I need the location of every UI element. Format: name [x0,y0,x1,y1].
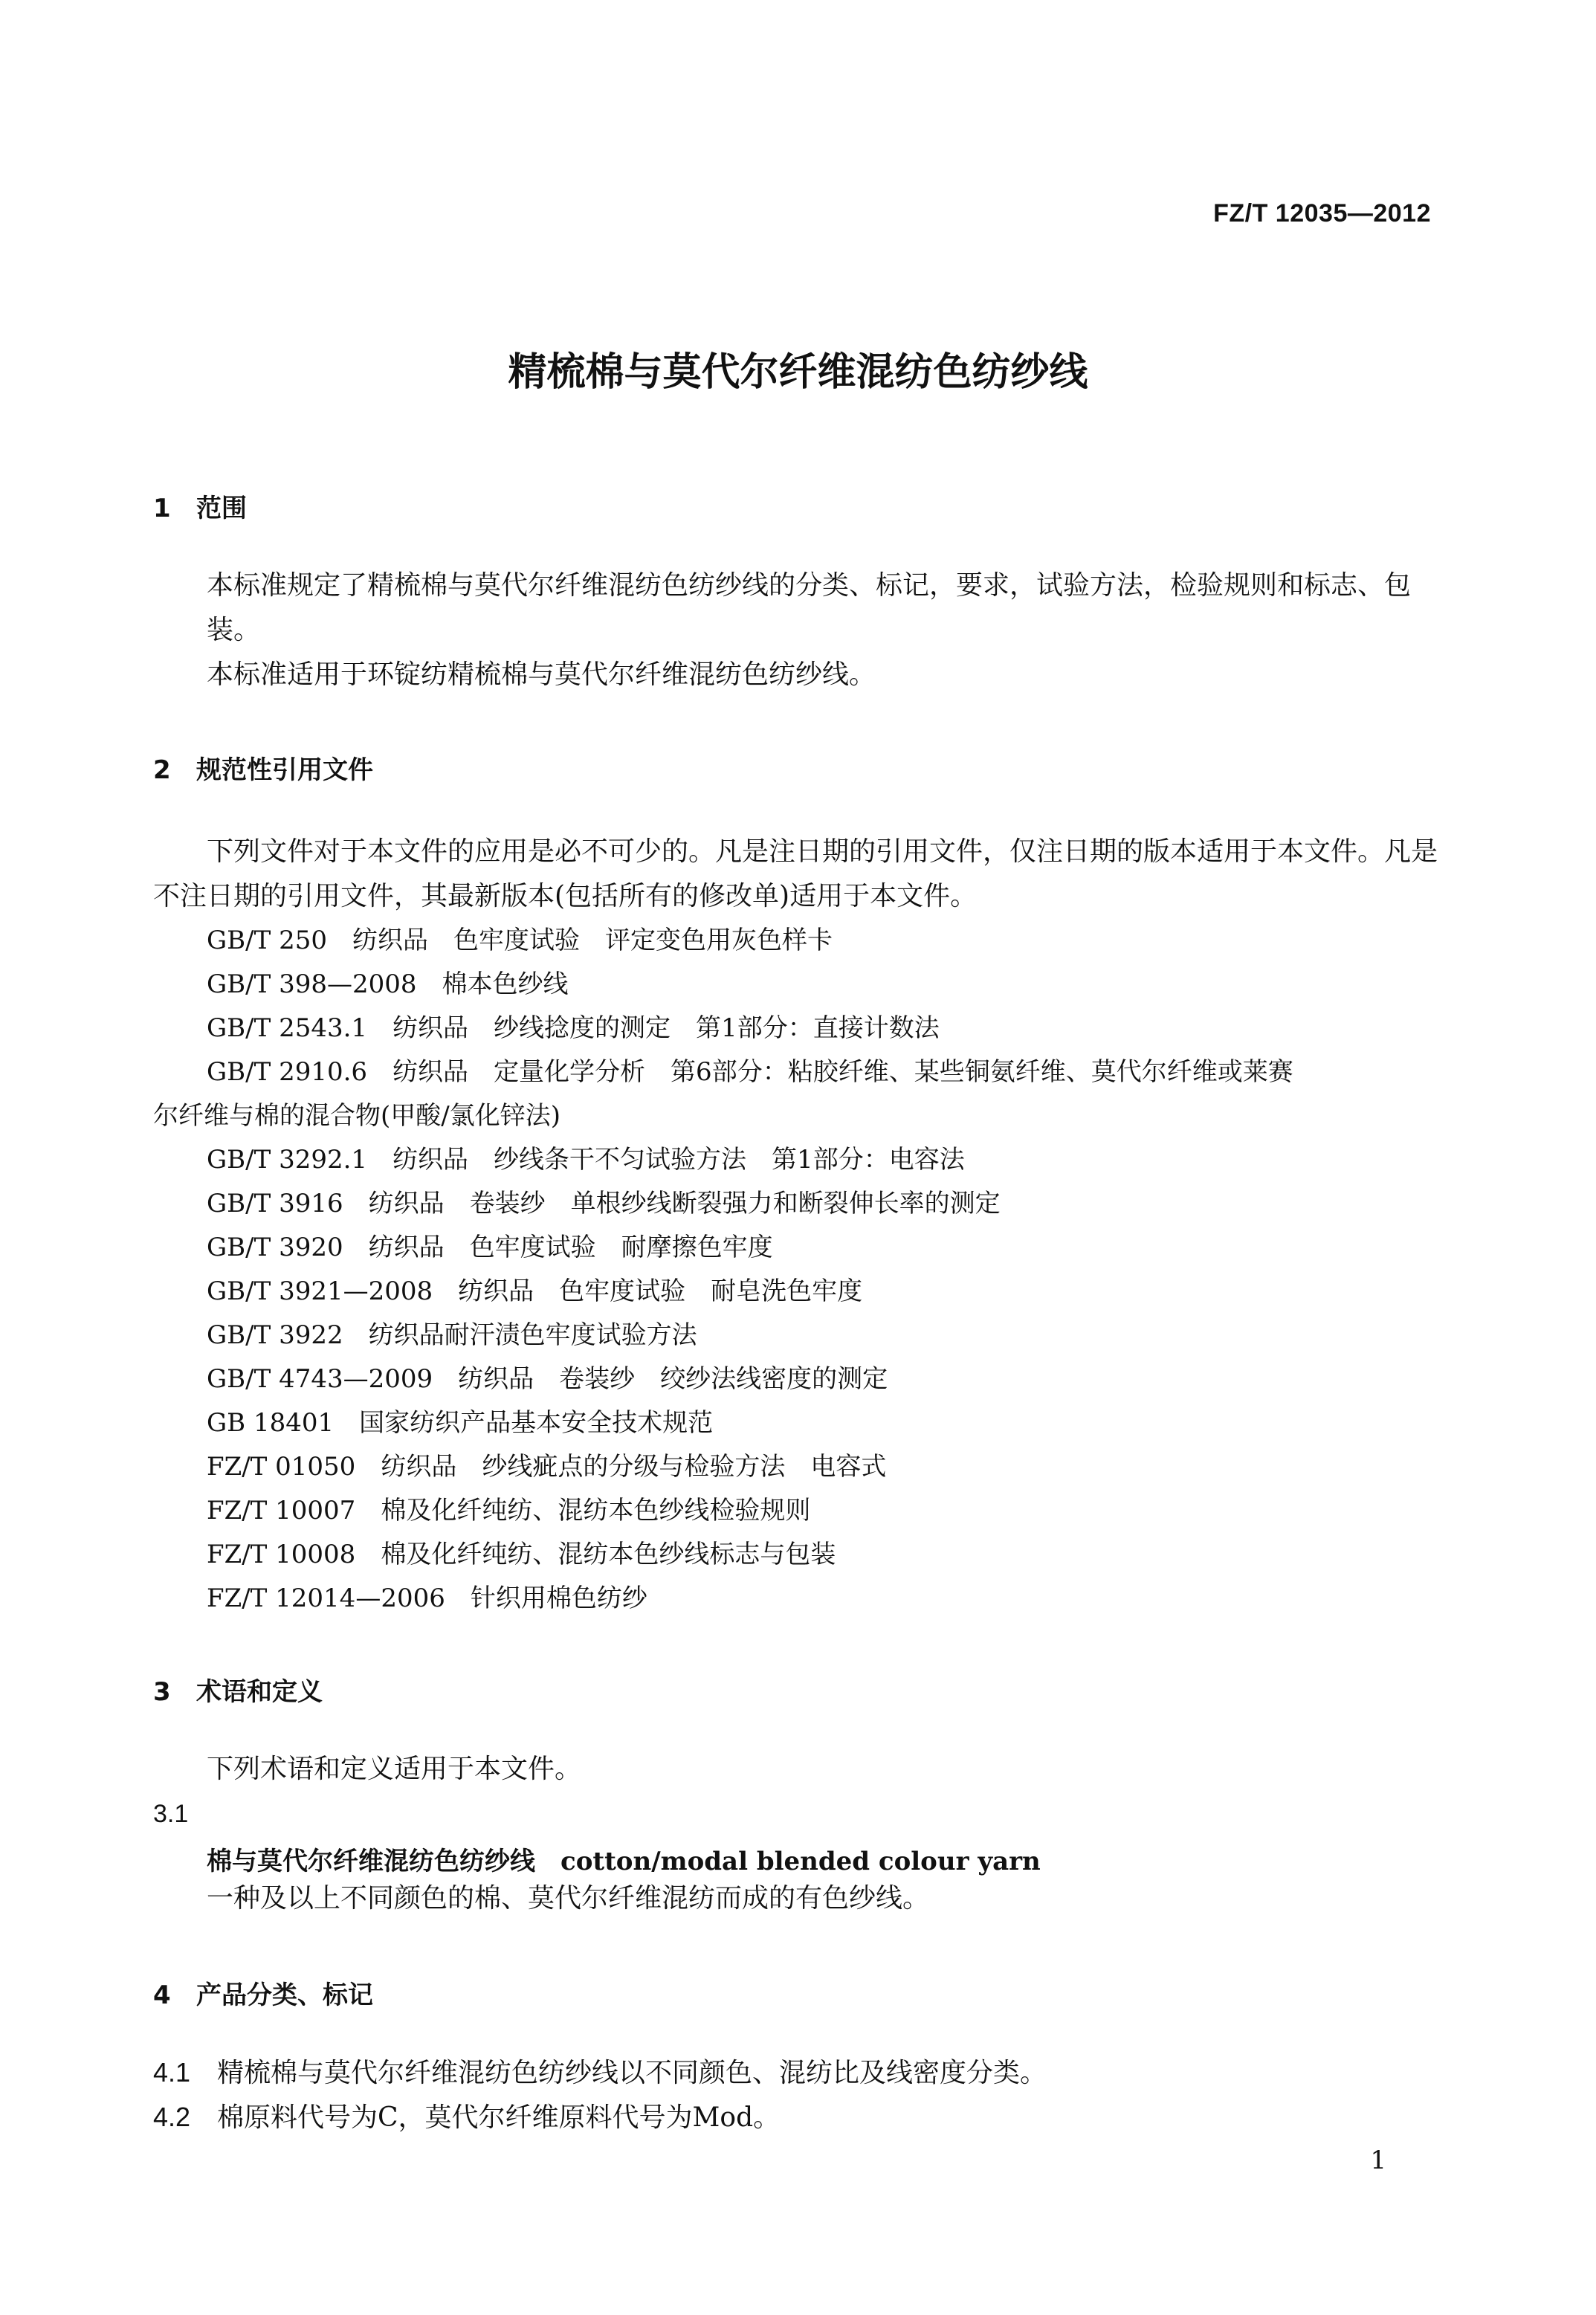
clause-4-1 [153,2050,1047,2096]
reference-item: GB/T 398—2008 棉本色纱线 [207,969,569,999]
term-english: cotton/modal blended colour yarn [560,1847,1041,1876]
section-title: 范围 [196,494,247,523]
section-3-intro: 下列术语和定义适用于本文件。 [207,1754,582,1784]
reference-item: GB/T 250 纺织品 色牢度试验 评定变色用灰色样卡 [207,926,833,955]
reference-item: FZ/T 01050 纺织品 纱线疵点的分级与检验方法 电容式 [207,1452,887,1482]
reference-item: GB 18401 国家纺织产品基本安全技术规范 [207,1408,714,1438]
document-title: 精梳棉与莫代尔纤维混纺色纺纱线 [508,350,1088,395]
reference-item: FZ/T 10008 棉及化纤纯纺、混纺本色纱线标志与包装 [207,1540,836,1569]
reference-item: FZ/T 12014—2006 针织用棉色纺纱 [207,1583,647,1613]
reference-item-continuation: 尔纤维与棉的混合物(甲酸/氯化锌法) [153,1101,560,1131]
section-number: 2 [153,755,171,785]
clause-text: 棉原料代号为C，莫代尔纤维原料代号为Mod。 [217,2102,781,2133]
section-number: 1 [153,494,171,523]
section-number: 3 [153,1677,171,1707]
term-definition: 一种及以上不同颜色的棉、莫代尔纤维混纺而成的有色纱线。 [207,1883,930,1914]
reference-item: GB/T 2543.1 纺织品 纱线捻度的测定 第1部分：直接计数法 [207,1013,940,1043]
reference-item: GB/T 3916 纺织品 卷装纱 单根纱线断裂强力和断裂伸长率的测定 [207,1189,1001,1218]
normative-references-list [153,919,1293,1621]
reference-item: GB/T 3292.1 纺织品 纱线条干不匀试验方法 第1部分：电容法 [207,1145,965,1175]
reference-item: GB/T 3921—2008 纺织品 色牢度试验 耐皂洗色牢度 [207,1276,863,1306]
section-title: 术语和定义 [196,1677,323,1707]
clause-4-2 [153,2095,780,2140]
section-1-paragraph-2: 本标准适用于环锭纺精梳棉与莫代尔纤维混纺色纺纱线。 [207,659,876,690]
section-number: 4 [153,1980,171,2010]
standard-code: FZ/T 12035—2012 [1213,199,1431,227]
section-title: 产品分类、标记 [196,1980,373,2010]
reference-item: GB/T 3920 纺织品 色牢度试验 耐摩擦色牢度 [207,1233,773,1262]
term-chinese: 棉与莫代尔纤维混纺色纺纱线 [207,1847,535,1876]
reference-item: FZ/T 10007 棉及化纤纯纺、混纺本色纱线检验规则 [207,1496,811,1525]
page-number: 1 [1370,2146,1386,2175]
term-heading [207,1841,1041,1877]
clause-number: 4.2 [153,2102,191,2132]
section-4-heading [153,1975,373,2011]
clause-number: 4.1 [153,2057,191,2088]
section-1-paragraph-1: 本标准规定了精梳棉与莫代尔纤维混纺色纺纱线的分类、标记，要求，试验方法，检验规则和标志、包装。 [207,570,1412,645]
section-2-heading [153,749,373,786]
reference-item: GB/T 2910.6 纺织品 定量化学分析 第6部分：粘胶纤维、某些铜氨纤维、莫代尔纤维或莱赛 [207,1057,1293,1087]
term-number: 3.1 [153,1800,189,1828]
section-1-heading [153,488,247,524]
section-title: 规范性引用文件 [196,755,373,785]
section-2-intro: 下列文件对于本文件的应用是必不可少的。凡是注日期的引用文件，仅注日期的版本适用于本文件。凡是不注日期的引用文件，其最新版本(包括所有的修改单)适用于本文件。 [153,836,1438,911]
reference-item: GB/T 3922 纺织品耐汗渍色牢度试验方法 [207,1320,697,1350]
section-3-heading [153,1671,323,1708]
reference-item: GB/T 4743—2009 纺织品 卷装纱 绞纱法线密度的测定 [207,1364,888,1394]
clause-text: 精梳棉与莫代尔纤维混纺色纺纱线以不同颜色、混纺比及线密度分类。 [217,2058,1047,2088]
